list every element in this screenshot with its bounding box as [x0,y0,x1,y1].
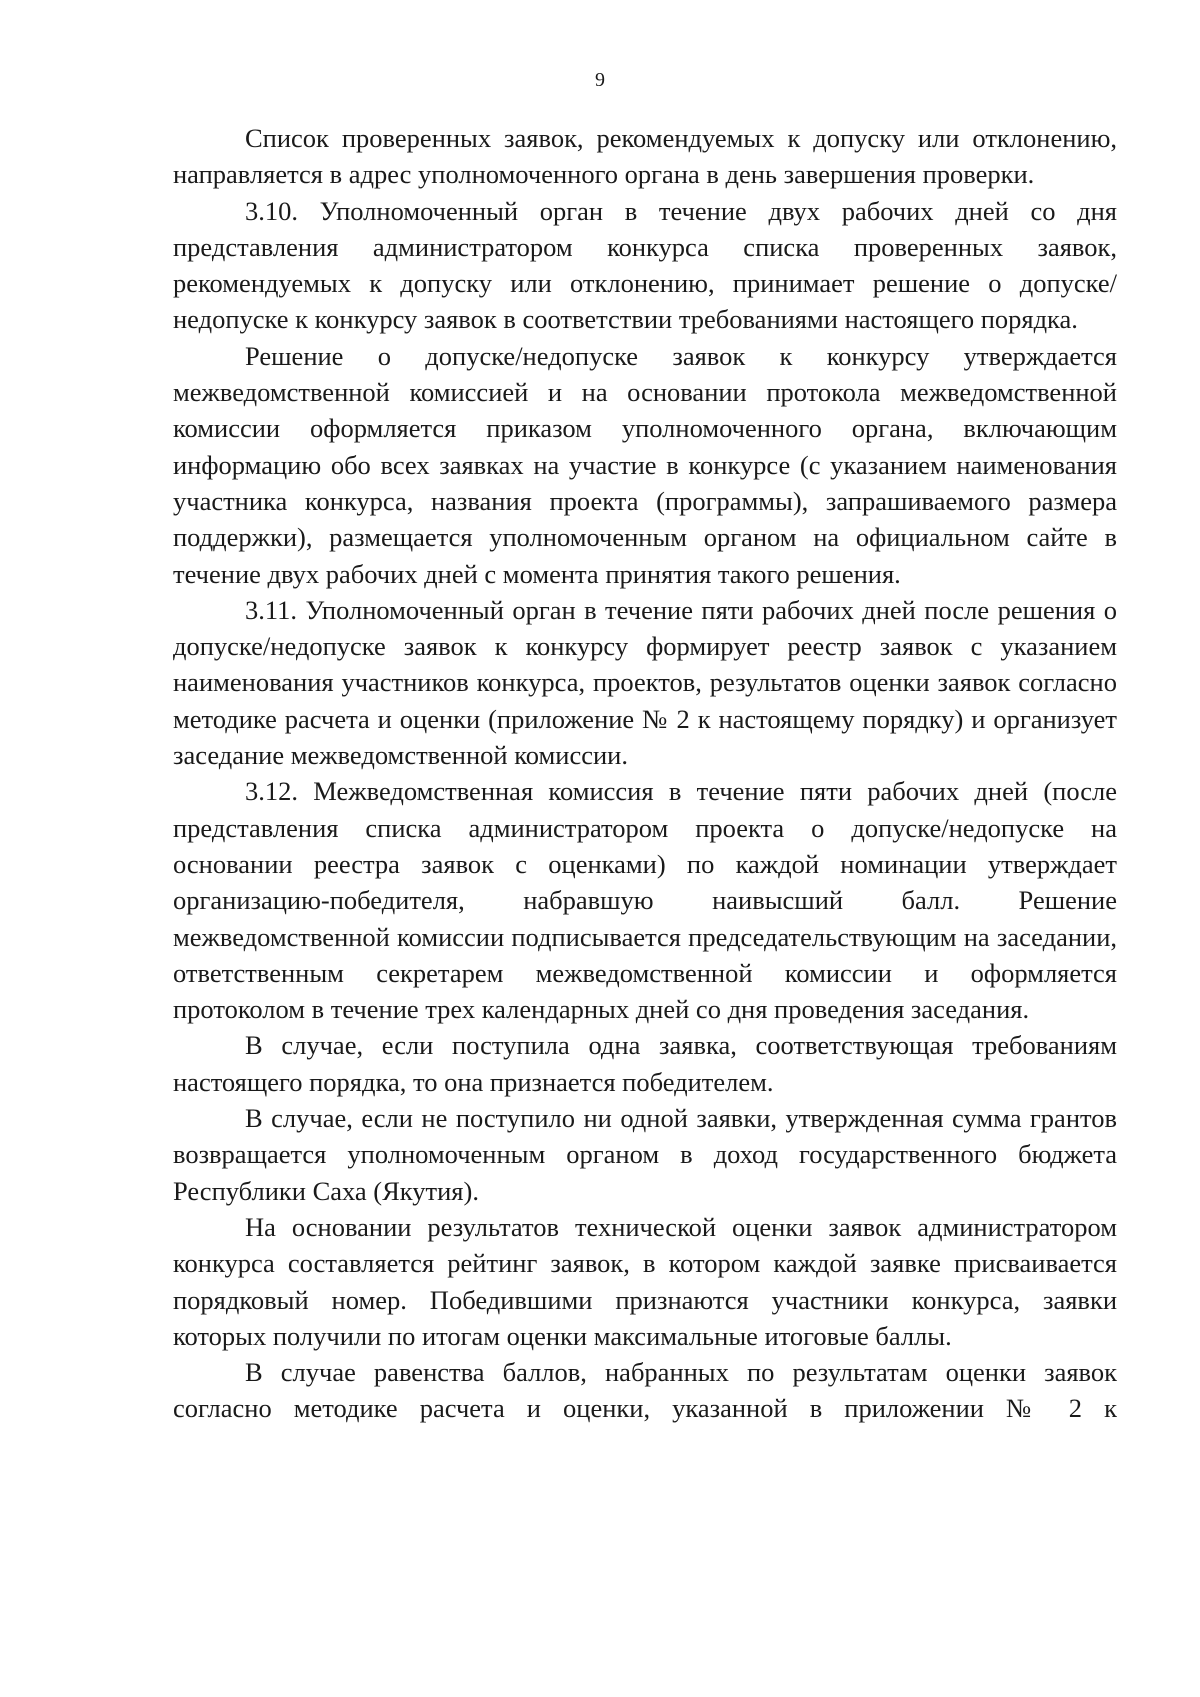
paragraph-3-12: 3.12. Межведомственная комиссия в течение пяти рабочих дней (после представления списка администратором проекта о допуске/недопуске на основании реестра заявок с оценками) по каждой номинации утверждает организацию-победителя, набравшую наивысший балл. Решение межведомственной комиссии подписывается председательствующим на заседании, ответственным секретарем межведомственной комиссии и оформляется протоколом в течение трех календарных дней со дня проведения заседания. [173,776,1117,1025]
paragraph-3-11: 3.11. Уполномоченный орган в течение пяти рабочих дней после решения о допуске/недопуске заявок к конкурсу формирует реестр заявок с указанием наименования участников конкурса, проектов, результатов оценки заявок согласно методике расчета и оценки (приложение № 2 к настоящему порядку) и организует заседание межведомственной комиссии. [173,594,1117,771]
paragraph-equal-scores: В случае равенства баллов, набранных по результатам оценки заявок согласно методике расчета и оценки, указанной в приложении № 2 к [173,1357,1117,1424]
page-number: 9 [595,69,605,91]
document-body [173,120,1117,1427]
paragraph-admission-decision: Решение о допуске/недопуске заявок к конкурсу утверждается межведомственной комиссией и на основании протокола межведомственной комиссии оформляется приказом уполномоченного органа, включающим информацию обо всех заявках на участие в конкурсе (с указанием наименования участника конкурса, названия проекта (программы), запрашиваемого размера поддержки), размещается уполномоченным органом на официальном сайте в течение двух рабочих дней с момента принятия такого решения. [173,340,1117,589]
paragraph-single-application: В случае, если поступила одна заявка, соответствующая требованиям настоящего порядка, то она признается победителем. [173,1030,1117,1097]
paragraph-rating: На основании результатов технической оценки заявок администратором конкурса составляется рейтинг заявок, в котором каждой заявке присваивается порядковый номер. Победившими признаются участники конкурса, заявки которых получили по итогам оценки максимальные итоговые баллы. [173,1211,1117,1351]
paragraph-3-10: 3.10. Уполномоченный орган в течение двух рабочих дней со дня представления администратором конкурса списка проверенных заявок, рекомендуемых к допуску или отклонению, принимает решение о допуске/недопуске к конкурсу заявок в соответствии требованиями настоящего порядка. [173,195,1117,335]
paragraph-no-applications: В случае, если не поступило ни одной заявки, утвержденная сумма грантов возвращается уполномоченным органом в доход государственного бюджета Республики Саха (Якутия). [173,1103,1117,1206]
paragraph-review-list: Список проверенных заявок, рекомендуемых к допуску или отклонению, направляется в адрес уполномоченного органа в день завершения проверки. [173,123,1117,190]
